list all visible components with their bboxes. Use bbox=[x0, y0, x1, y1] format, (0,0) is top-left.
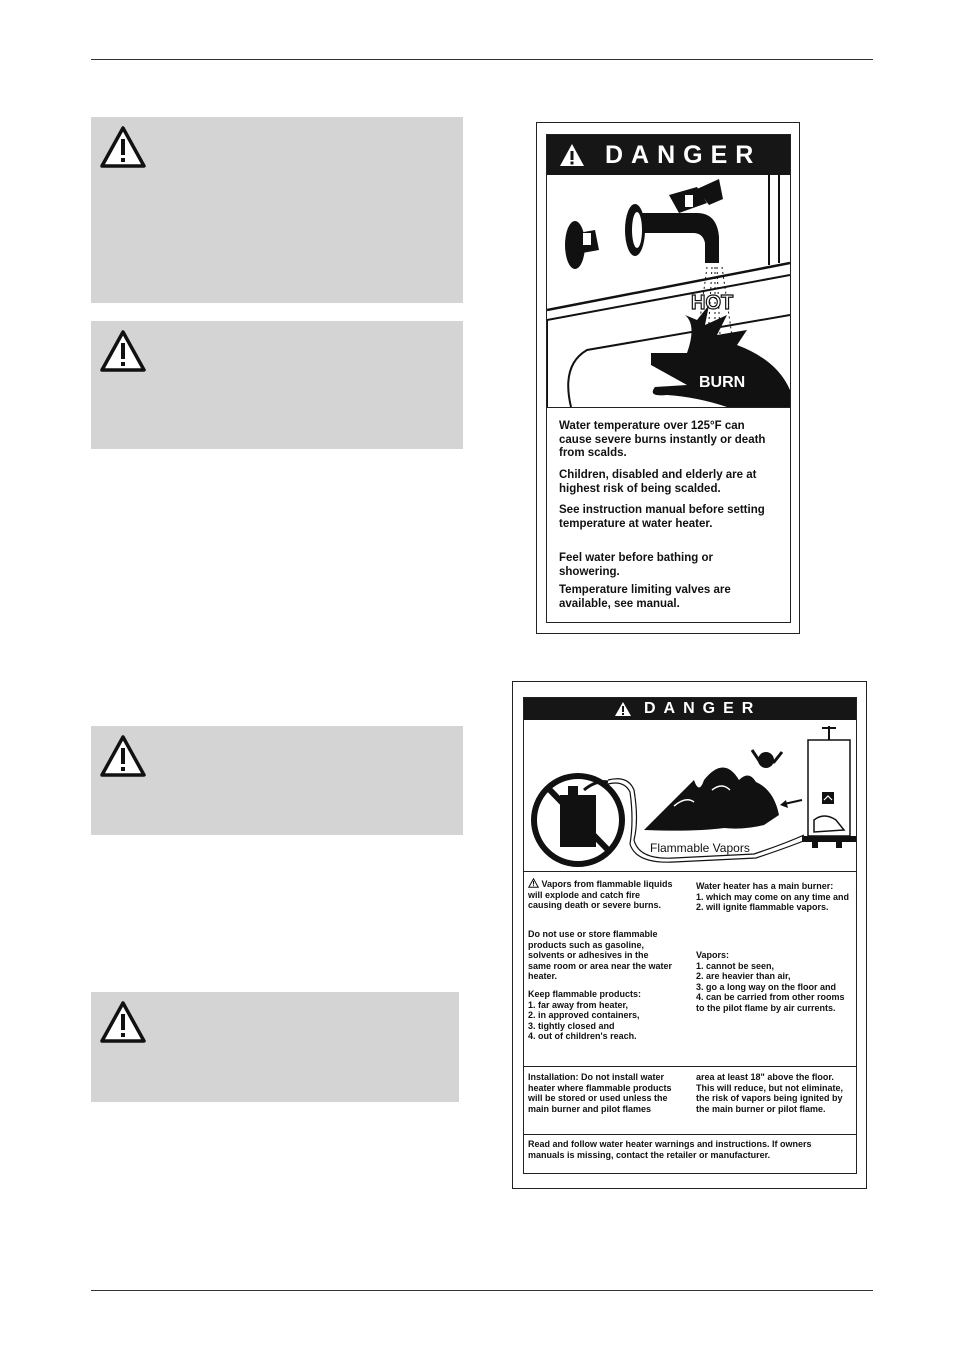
scald-paragraph: Water temperature over 125°F can cause severe burns instantly or death from scalds. bbox=[559, 420, 766, 459]
vapors-title: Vapors: bbox=[696, 950, 730, 960]
danger-header bbox=[524, 698, 856, 720]
hot-text: HOT bbox=[691, 292, 734, 314]
warning-triangle-icon bbox=[99, 329, 147, 373]
scald-paragraph: Children, disabled and elderly are at highest risk of being scalded. bbox=[559, 469, 757, 495]
separator bbox=[524, 1066, 856, 1067]
warning-box-2 bbox=[91, 321, 463, 449]
keep-item: 3. tightly closed and bbox=[528, 1020, 615, 1031]
top-rule bbox=[91, 59, 873, 60]
burner-title: Water heater has a main burner: bbox=[696, 881, 834, 891]
danger-word: DANGER bbox=[644, 700, 762, 717]
scald-paragraph: Temperature limiting valves are available, see manual. bbox=[559, 584, 731, 610]
flammable-danger-label bbox=[512, 681, 867, 1189]
keep-products-list bbox=[528, 989, 674, 1042]
scald-paragraph: See instruction manual before setting temperature at water heater. bbox=[559, 504, 765, 530]
vapors-item: 1. cannot be seen, bbox=[696, 960, 775, 971]
burner-list bbox=[696, 881, 854, 913]
warning-box-3 bbox=[91, 726, 463, 835]
scald-paragraph: Feel water before bathing or showering. bbox=[559, 552, 713, 578]
separator bbox=[524, 1134, 856, 1135]
vapors-item: 4. can be carried from other rooms to the pilot flame by air currents. bbox=[696, 992, 845, 1013]
warning-box-4 bbox=[91, 992, 459, 1102]
scald-danger-label bbox=[536, 122, 800, 634]
burner-item: 2. will ignite flammable vapors. bbox=[696, 902, 829, 913]
footer-text: Read and follow water heater warnings and instructions. If owners manuals is missing, contact the retailer or manufacturer. bbox=[528, 1139, 812, 1160]
warning-triangle-icon bbox=[99, 734, 147, 778]
vapors-warning bbox=[528, 878, 674, 911]
warning-triangle-icon bbox=[99, 1000, 147, 1044]
keep-item: 2. in approved containers, bbox=[528, 1010, 640, 1021]
do-not-store-text: Do not use or store flammable products such as gasoline, solvents or adhesives in the same room or area near the water heater. bbox=[528, 929, 673, 982]
bottom-rule bbox=[91, 1290, 873, 1291]
warning-triangle-icon bbox=[614, 701, 632, 717]
warning-triangle-icon bbox=[559, 143, 585, 167]
keep-item: 1. far away from heater, bbox=[528, 999, 629, 1010]
separator bbox=[547, 407, 790, 408]
flammable-vapors-illustration bbox=[524, 720, 856, 870]
warning-triangle-icon bbox=[528, 878, 539, 888]
danger-word: DANGER bbox=[605, 141, 762, 169]
burner-item: 1. which may come on any time and bbox=[696, 891, 850, 902]
keep-title: Keep flammable products: bbox=[528, 989, 642, 999]
installation-left-text: Installation: Do not install water heater where flammable products will be stored or used unless the main burner and pilot flames bbox=[528, 1072, 672, 1114]
burn-text: BURN bbox=[699, 374, 746, 391]
vapors-item: 2. are heavier than air, bbox=[696, 971, 791, 982]
installation-right-text: area at least 18" above the floor. This will reduce, but not eliminate, the risk of vapors being ignited by the main burner or pilot flame. bbox=[696, 1072, 844, 1114]
vapors-list bbox=[696, 950, 854, 1014]
vapors-item: 3. go a long way on the floor and bbox=[696, 981, 837, 992]
warning-box-1 bbox=[91, 117, 463, 303]
separator bbox=[524, 871, 856, 872]
danger-header bbox=[547, 135, 790, 175]
keep-item: 4. out of children's reach. bbox=[528, 1031, 637, 1042]
flammable-vapors-text: Flammable Vapors bbox=[650, 841, 750, 855]
vapors-warning-text: Vapors from flammable liquids will explode and catch fire causing death or severe burns. bbox=[528, 879, 673, 911]
scald-illustration bbox=[547, 175, 790, 407]
warning-triangle-icon bbox=[99, 125, 147, 169]
